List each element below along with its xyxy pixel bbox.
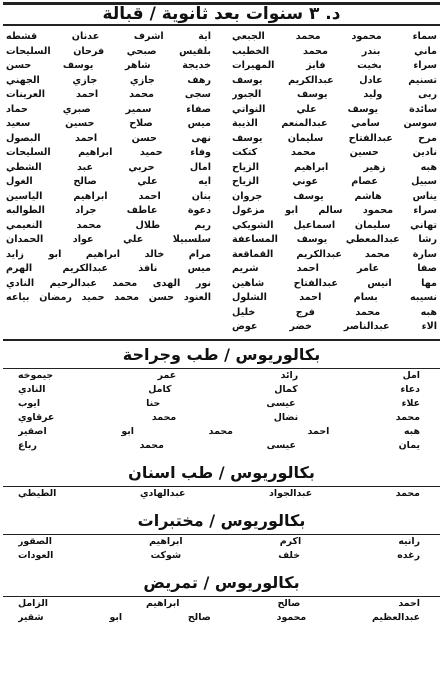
diploma-banner [3, 2, 440, 26]
name-entry: سراء بخيت فايز المهيرات [232, 60, 437, 71]
name-entry: الاء عبدالناصر خضر عوض [232, 321, 437, 332]
name-entry: دعوة عاطف جراد الطوالبه [6, 205, 211, 216]
name-entry: رانيه اكرم ابراهيم الصقور [18, 535, 420, 547]
name-entry: سائدة يوسف علي النواتي [232, 103, 437, 115]
name-entry: سوسن سامي عبدالمنعم الذيبة [232, 118, 437, 129]
name-entry: ماني بندر محمد الخطيب [232, 45, 437, 57]
name-list [3, 597, 440, 625]
section-divider [3, 339, 440, 341]
name-entry: هبه احمد محمد ابو اصقير [18, 425, 420, 437]
name-entry: رشا عبدالمعطي يوسف المساعفة [232, 234, 437, 245]
name-entry: رهف جازي جازي الجهني [6, 74, 211, 86]
name-entry: سلسبيلا علي عواد الحمدان [6, 234, 211, 245]
name-entry: يمان عيسى محمد رباع [18, 439, 420, 451]
section-title: بكالوريوس / طب اسنان [3, 461, 440, 487]
name-entry: مرح عبدالفتاح سليمان يوسف [232, 132, 437, 144]
section-medicine [3, 343, 440, 453]
name-entry: صفا عامر احمد شريم [232, 263, 437, 274]
name-entry: امل رائد عمر جيموخه [18, 369, 420, 381]
name-entry: رغده خلف شوكت العودات [18, 549, 420, 561]
name-list [3, 487, 440, 501]
name-entry: نسيبه بسام احمد الشلول [232, 292, 437, 303]
name-entry: نادين حسين محمد كتكت [232, 147, 437, 158]
name-entry: وفاء حميد ابراهيم السليحات [6, 147, 211, 158]
name-entry: العنود حسن محمد حميد رمضان بياعه [6, 292, 211, 303]
name-entry: هبه محمد فرج خليل [232, 306, 437, 318]
diploma-title: د. ٣ سنوات بعد ثانوية / قبالة [102, 4, 341, 24]
name-entry: ايه علي صالح الغول [6, 176, 211, 187]
name-entry: اية اشرف عدنان قشطه [6, 31, 211, 42]
name-list [3, 369, 440, 453]
name-entry: صفاء سمير صبري حماد [6, 103, 211, 115]
name-entry: ميس صلاح حسين سعيد [6, 118, 211, 129]
name-entry: محمد عبدالجواد عبدالهادي الطيطي [18, 487, 420, 499]
diploma-columns [3, 30, 440, 335]
name-entry: امال حربي عبد الشطي [6, 161, 211, 173]
section-title: بكالوريوس / تمريض [3, 571, 440, 597]
name-entry: نور الهدى محمد عبدالرحيم النادي [6, 277, 211, 289]
name-list [3, 535, 440, 563]
name-entry: دعاء كمال كامل النادي [18, 383, 420, 395]
name-entry: تسنيم عادل عبدالكريم يوسف [232, 74, 437, 86]
name-entry: سبيل عصام عوني الزياح [232, 176, 437, 187]
name-entry: سجى محمد احمد العرينات [6, 89, 211, 100]
name-entry: علاء عيسى حنا ايوب [18, 397, 420, 409]
name-entry: احمد صالح ابراهيم الزامل [18, 597, 420, 609]
name-entry: بلقيس صبحي فرحان السليحات [6, 45, 211, 57]
name-entry: ربى وليد يوسف الجبور [232, 89, 437, 100]
section-dentistry [3, 461, 440, 501]
section-nursing [3, 571, 440, 625]
name-entry: هبه زهير ابراهيم الزياح [232, 161, 437, 173]
name-entry: تهاني سليمان اسماعيل الشويكي [232, 219, 437, 231]
name-entry: سماء محمود محمد الجبعي [232, 31, 437, 42]
name-entry: محمد نضال محمد عرقاوي [18, 411, 420, 423]
name-entry: ريم طلال محمد النعيمي [6, 219, 211, 231]
diploma-right-column [232, 30, 437, 335]
name-entry: بنان احمد ابراهيم الياسين [6, 190, 211, 202]
section-title: بكالوريوس / مختبرات [3, 509, 440, 535]
name-entry: عبدالعظيم محمود صالح ابو شقير [18, 611, 420, 623]
name-entry: سراء محمود سالم ابو مزغول [232, 205, 437, 216]
name-entry: يناس هاشم يوسف جروان [232, 190, 437, 202]
name-entry: ميس نافذ عبدالكريم الهرم [6, 263, 211, 274]
diploma-left-column [6, 30, 211, 335]
name-entry: مرام خالد ابراهيم ابو زايد [6, 248, 211, 260]
name-entry: مها انيس عبدالفتاح شاهين [232, 277, 437, 289]
section-labs [3, 509, 440, 563]
section-title: بكالوريوس / طب وجراحة [3, 343, 440, 369]
name-entry: خديجة شاهر يوسف حسن [6, 60, 211, 71]
name-entry: نهى حسن احمد البصول [6, 132, 211, 144]
name-entry: سارة محمد عبدالكريم القماقعة [232, 248, 437, 260]
